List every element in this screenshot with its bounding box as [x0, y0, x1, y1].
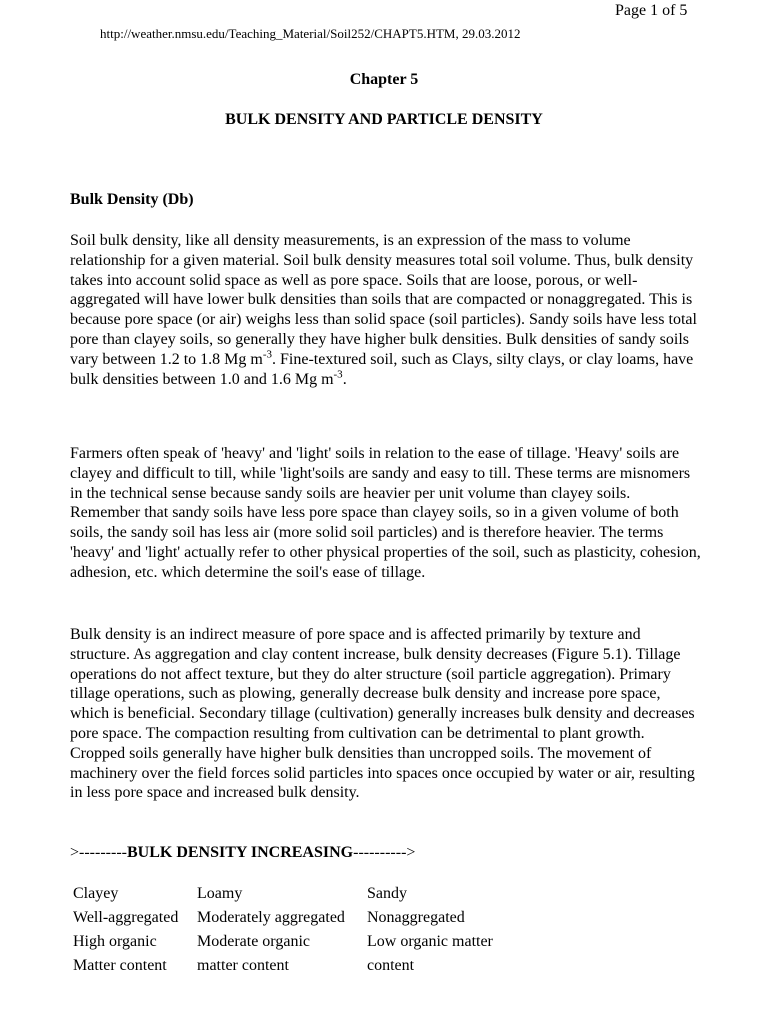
table-row	[70, 954, 530, 978]
superscript: -3	[262, 348, 273, 361]
table-cell: Loamy	[197, 885, 243, 902]
paragraph-heavy-light-soils: Farmers often speak of 'heavy' and 'light' soils in relation to the ease of tillage. 'Heavy' soils are clayey and difficult to till, while 'light'soils are sandy and easy to till. These terms are misnomers in the technical sense because sandy soils are heavier per unit volume than clayey soils. Remember that sandy soils have less pore space than clayey soils, so in a given volume of both soils, the sandy soil has less air (more solid soil particles) and is therefore heavier. The terms 'heavy' and 'light' actually refer to other physical properties of the soil, such as plasticity, cohesion, adhesion, etc. which determine the soil's ease of tillage.	[70, 445, 701, 581]
table-cell: Low organic matter	[367, 933, 493, 950]
paragraph-text: . Fine-textured soil, such as Clays, silty clays, or clay loams, have bulk densities between 1.0 and 1.6 Mg m	[70, 350, 694, 388]
table-cell: Nonaggregated	[367, 909, 465, 926]
table-cell: High organic	[73, 933, 157, 950]
arrow-label: BULK DENSITY INCREASING	[126, 844, 354, 861]
chapter-label: Chapter 5	[349, 71, 419, 88]
arrow-right: ---------->	[353, 844, 416, 861]
paragraph-text: Soil bulk density, like all density measurements, is an expression of the mass to volume relationship for a given material. Soil bulk density measures total soil volume. Thus, bulk density takes into account solid space as well as pore space. Soils that are loose, porous, or well-aggregated will have lower bulk densities than soils that are compacted or nonaggregated. This is because pore space (or air) weighs less than solid space (soil particles). Sandy soils have less total pore than clayey soils, so generally they have higher bulk densities. Bulk densities of sandy soils vary between 1.2 to 1.8 Mg m	[70, 232, 697, 368]
bulk-density-arrow	[70, 843, 415, 863]
table-cell: content	[367, 957, 415, 974]
chapter-title: BULK DENSITY AND PARTICLE DENSITY	[225, 111, 543, 128]
page-number: Page 1 of 5	[615, 2, 688, 19]
table-row	[70, 930, 530, 954]
table-cell: Well-aggregated	[73, 909, 179, 926]
soil-comparison-table	[70, 882, 530, 978]
section-heading: Bulk Density (Db)	[70, 191, 194, 208]
superscript: -3	[333, 368, 343, 381]
table-row	[70, 882, 530, 906]
source-url: http://weather.nmsu.edu/Teaching_Material/Soil252/CHAPT5.HTM, 29.03.2012	[100, 26, 521, 41]
table-row	[70, 906, 530, 930]
table-cell: Sandy	[367, 885, 407, 902]
table-cell: Clayey	[73, 885, 119, 902]
table-cell: matter content	[197, 957, 289, 974]
arrow-left: >---------	[70, 844, 127, 861]
paragraph-pore-space: Bulk density is an indirect measure of pore space and is affected primarily by texture and structure. As aggregation and clay content increase, bulk density decreases (Figure 5.1). Tillage operations do not affect texture, but they do alter structure (soil particle aggregation). Primary tillage operations, such as plowing, generally decrease bulk density and increase pore space, which is beneficial. Secondary tillage (cultivation) generally increases bulk density and decreases pore space. The compaction resulting from cultivation can be detrimental to plant growth. Cropped soils generally have higher bulk densities than uncropped soils. The movement of machinery over the field forces solid particles into spaces once occupied by water or air, resulting in less pore space and increased bulk density.	[70, 626, 695, 802]
table-cell: Matter content	[73, 957, 167, 974]
paragraph-text: .	[342, 370, 347, 388]
paragraph-bulk-density-definition	[70, 231, 702, 389]
table-cell: Moderate organic	[197, 933, 310, 950]
table-cell: Moderately aggregated	[197, 909, 345, 926]
